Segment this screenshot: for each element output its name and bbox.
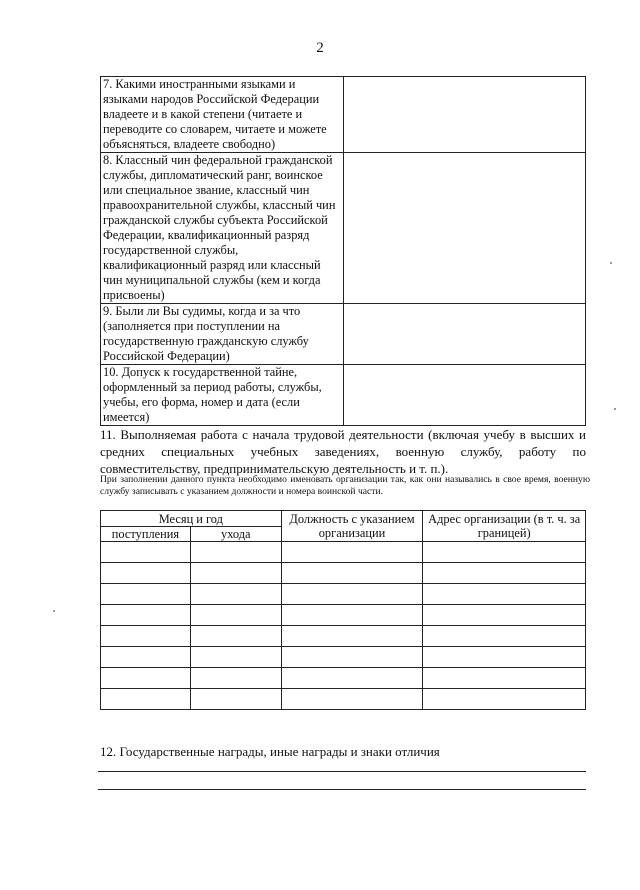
- table-row: [101, 605, 586, 626]
- question-10-label: 10. Допуск к государственной тайне, оформленный за период работы, службы, учебы, его форма, номер и дата (если имеется): [103, 365, 322, 424]
- cell-position[interactable]: [281, 584, 423, 605]
- header-end: ухода: [190, 527, 281, 542]
- table-row: [101, 563, 586, 584]
- table-row: [101, 689, 586, 710]
- cell-address[interactable]: [423, 563, 586, 584]
- question-7-label: 7. Какими иностранными языками и языками народов Российской Федерации владеете и в какой степени (читаете и переводите со словарем, читаете и можете объясняться, владеете свободно): [103, 77, 327, 151]
- cell-end[interactable]: [190, 563, 281, 584]
- cell-position[interactable]: [281, 668, 423, 689]
- scan-speck: [610, 262, 612, 264]
- cell-address[interactable]: [423, 605, 586, 626]
- cell-position[interactable]: [281, 563, 423, 584]
- cell-end[interactable]: [190, 689, 281, 710]
- cell-end[interactable]: [190, 584, 281, 605]
- cell-address[interactable]: [423, 626, 586, 647]
- cell-end[interactable]: [190, 647, 281, 668]
- cell-end[interactable]: [190, 668, 281, 689]
- cell-position[interactable]: [281, 605, 423, 626]
- question-10-answer[interactable]: [344, 365, 586, 426]
- cell-address[interactable]: [423, 584, 586, 605]
- cell-end[interactable]: [190, 605, 281, 626]
- table-row: [101, 584, 586, 605]
- question-9-label: 9. Были ли Вы судимы, когда и за что (заполняется при поступлении на государственную гражданскую службу Российской Федерации): [103, 304, 309, 363]
- cell-address[interactable]: [423, 689, 586, 710]
- work-table-header: [101, 511, 586, 527]
- cell-start[interactable]: [101, 605, 191, 626]
- work-history-table: [100, 510, 586, 710]
- question-7-answer[interactable]: [344, 77, 586, 153]
- awards-answer-line-1[interactable]: [98, 771, 586, 772]
- cell-address[interactable]: [423, 542, 586, 563]
- question-row-9: [101, 304, 586, 365]
- questionnaire-table: [100, 76, 586, 426]
- section-12-heading: 12. Государственные награды, иные награды и знаки отличия: [100, 744, 440, 759]
- cell-start[interactable]: [101, 626, 191, 647]
- scan-speck: [614, 408, 616, 410]
- question-8-answer[interactable]: [344, 153, 586, 304]
- header-position: Должность с указанием организации: [281, 511, 423, 542]
- cell-end[interactable]: [190, 542, 281, 563]
- cell-end[interactable]: [190, 626, 281, 647]
- cell-position[interactable]: [281, 647, 423, 668]
- cell-position[interactable]: [281, 689, 423, 710]
- question-9-answer[interactable]: [344, 304, 586, 365]
- cell-start[interactable]: [101, 647, 191, 668]
- table-row: [101, 668, 586, 689]
- work-table-body: [101, 542, 586, 710]
- question-row-10: [101, 365, 586, 426]
- table-row: [101, 647, 586, 668]
- cell-position[interactable]: [281, 542, 423, 563]
- cell-start[interactable]: [101, 668, 191, 689]
- scan-speck: [53, 610, 55, 612]
- cell-start[interactable]: [101, 563, 191, 584]
- page-number: 2: [316, 40, 324, 56]
- table-row: [101, 626, 586, 647]
- cell-position[interactable]: [281, 626, 423, 647]
- table-row: [101, 542, 586, 563]
- header-address: Адрес организации (в т. ч. за границей): [423, 511, 586, 542]
- cell-address[interactable]: [423, 647, 586, 668]
- header-start: поступления: [101, 527, 191, 542]
- cell-start[interactable]: [101, 689, 191, 710]
- cell-start[interactable]: [101, 542, 191, 563]
- section-11-note: При заполнении данного пункта необходимо именовать организации так, как они назывались в свое время, военную службу записывать с указанием должности и номера воинской части.: [100, 474, 590, 497]
- header-month-year: Месяц и год: [101, 511, 282, 527]
- section-11-heading: 11. Выполняемая работа с начала трудовой деятельности (включая учебу в высших и средних специальных учебных заведениях, военную службу, работу по совместительству, предпринимательскую деятельность и т. п.).: [100, 427, 586, 476]
- cell-start[interactable]: [101, 584, 191, 605]
- cell-address[interactable]: [423, 668, 586, 689]
- awards-answer-line-2[interactable]: [98, 789, 586, 790]
- question-row-8: [101, 153, 586, 304]
- question-row-7: [101, 77, 586, 153]
- question-8-label: 8. Классный чин федеральной гражданской службы, дипломатический ранг, воинское или специальное звание, классный чин правоохранительной службы, классный чин гражданской службы субъекта Российской Федерации, квалификационный разряд государственной службы, квалификационный разряд или классный чин муниципальной службы (кем и когда присвоены): [103, 153, 336, 302]
